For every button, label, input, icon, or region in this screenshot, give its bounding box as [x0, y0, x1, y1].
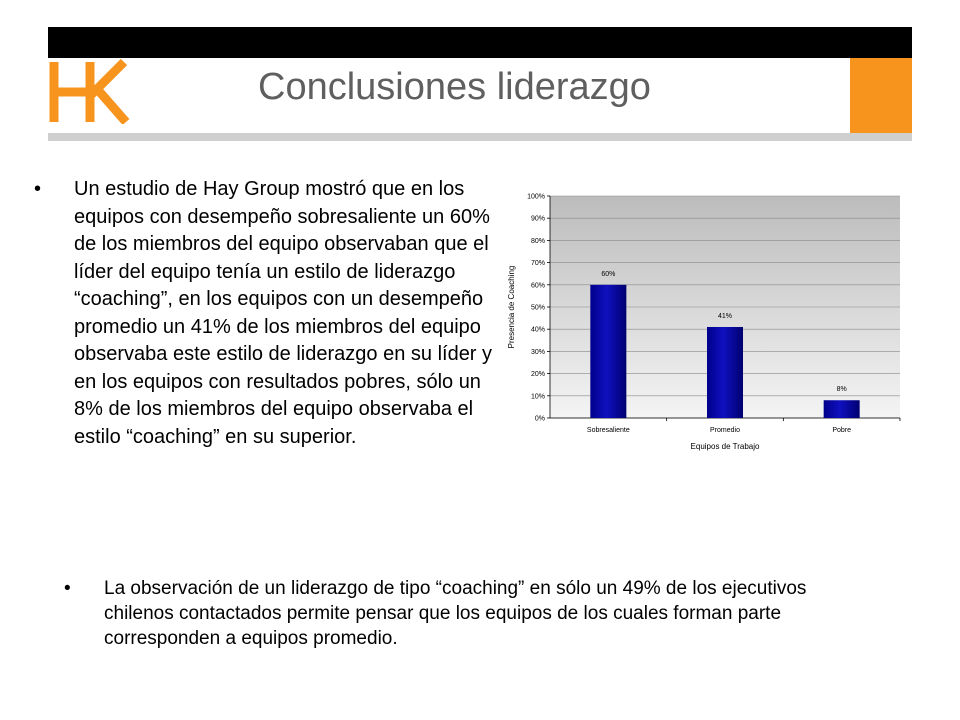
- bullet-item-observation: [64, 576, 864, 651]
- y-tick-label: 70%: [530, 260, 545, 268]
- bar-sobresaliente: [590, 285, 626, 418]
- y-tick-label: 30%: [530, 348, 545, 356]
- y-tick-label: 0%: [534, 415, 545, 423]
- hk-logo: [48, 58, 130, 124]
- bullet-dot: •: [64, 578, 71, 599]
- y-tick-label: 10%: [530, 393, 545, 401]
- x-axis-title: Equipos de Trabajo: [690, 442, 760, 451]
- y-axis-title: Presencia de Coaching: [507, 265, 516, 349]
- bullet-item-study: [34, 176, 494, 451]
- y-tick-label: 60%: [530, 282, 545, 290]
- bar-promedio: [707, 327, 743, 418]
- top-bar: [48, 27, 912, 58]
- y-tick-label: 50%: [530, 304, 545, 312]
- y-tick-label: 20%: [530, 371, 545, 379]
- coaching-bar-chart: [500, 186, 910, 458]
- y-tick-label: 100%: [527, 193, 545, 201]
- bullet-text: La observación de un liderazgo de tipo “coaching” en sólo un 49% de los ejecutivos chilenos contactados permite pensar que los equipos de los cuales forman parte corresponden a equipos promedio.: [104, 578, 807, 649]
- data-label: 41%: [717, 312, 733, 320]
- x-tick-label: Pobre: [832, 427, 852, 434]
- y-tick-label: 80%: [530, 237, 545, 245]
- data-label: 8%: [836, 386, 847, 394]
- title-underline: [48, 133, 912, 141]
- bar-pobre: [824, 400, 860, 418]
- x-tick-label: Sobresaliente: [586, 427, 630, 434]
- slide-title: Conclusiones liderazgo: [258, 66, 651, 108]
- y-tick-label: 40%: [530, 326, 545, 334]
- bullet-dot: •: [34, 178, 42, 200]
- x-tick-label: Promedio: [710, 427, 740, 434]
- data-label: 60%: [601, 270, 616, 278]
- y-tick-label: 90%: [530, 215, 545, 223]
- bullet-text: Un estudio de Hay Group mostró que en los equipos con desempeño sobresaliente un 60% de los miembros del equipo observaban que el líder del equipo tenía un estilo de liderazgo “coaching”, en los equipos con un desempeño promedio un 41% de los miembros del equipo observaba este estilo de liderazgo en su líder y en los equipos con resultados pobres, sólo un 8% de los miembros del equipo observaba el estilo “coaching” en su superior.: [74, 178, 493, 448]
- accent-block: [850, 58, 912, 133]
